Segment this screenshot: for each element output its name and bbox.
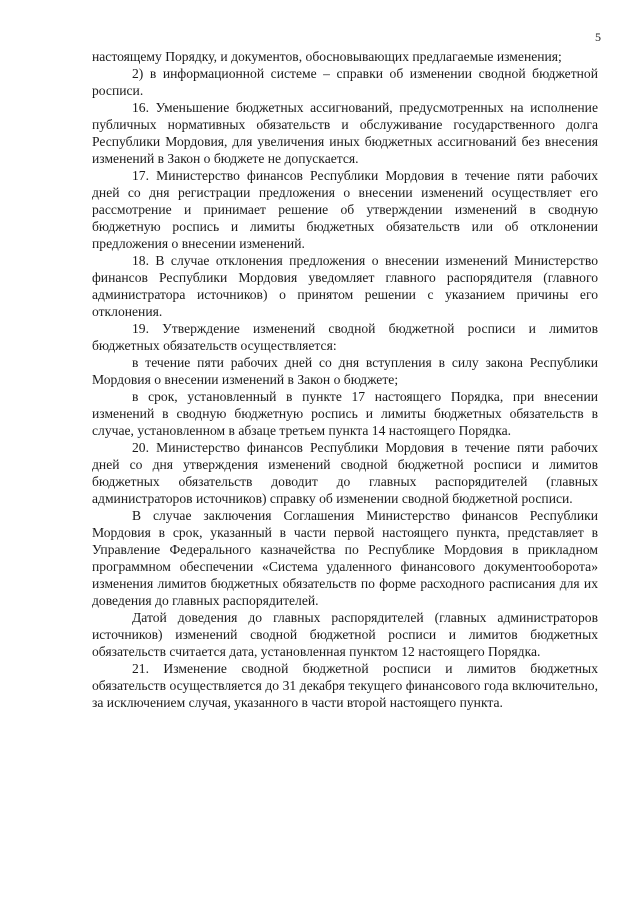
paragraph-item-20: 20. Министерство финансов Республики Мордовия в течение пяти рабочих дней со дня утверждения изменений сводной бюджетной росписи и лимитов бюджетных обязательств доводит до главных распорядителей (главных администраторов источников) справку об изменении сводной бюджетной росписи. xyxy=(92,440,598,506)
paragraph-item-19-b: в срок, установленный в пункте 17 настоящего Порядка, при внесении изменений в сводную бюджетную роспись и лимиты бюджетных обязательств в случае, установленном в абзаце третьем пункта 14 настоящего Порядка. xyxy=(92,389,598,438)
paragraph-item-20-part-3: Датой доведения до главных распорядителей (главных администраторов источников) изменений сводной бюджетной росписи и лимитов бюджетных обязательств считается дата, установленная пунктом 12 настоящего Порядка. xyxy=(92,610,598,659)
paragraph-item-18: 18. В случае отклонения предложения о внесении изменений Министерство финансов Республики Мордовия уведомляет главного распорядителя (главного администратора источников) о принятом решении с указанием причины его отклонения. xyxy=(92,253,598,319)
paragraph-2: 2) в информационной системе – справки об изменении сводной бюджетной росписи. xyxy=(92,66,598,98)
paragraph-item-20-part-2: В случае заключения Соглашения Министерство финансов Республики Мордовия в срок, указанный в части первой настоящего пункта, представляет в Управление Федерального казначейства по Республике Мордовия в прикладном программном обеспечении «Система удаленного финансового документооборота» изменения лимитов бюджетных обязательств по форме расходного расписания для их доведения до главных распорядителей. xyxy=(92,508,598,608)
paragraph-item-21: 21. Изменение сводной бюджетной росписи и лимитов бюджетных обязательств осуществляется до 31 декабря текущего финансового года включительно, за исключением случая, указанного в части второй настоящего пункта. xyxy=(92,661,598,710)
document-body xyxy=(92,48,598,711)
paragraph-item-17: 17. Министерство финансов Республики Мордовия в течение пяти рабочих дней со дня регистрации предложения о внесении изменений осуществляет его рассмотрение и принимает решение об утверждении изменений в сводную бюджетную роспись и лимиты бюджетных обязательств или об отклонении предложения о внесении изменений. xyxy=(92,168,598,251)
page-number: 5 xyxy=(595,30,601,44)
paragraph-item-16: 16. Уменьшение бюджетных ассигнований, предусмотренных на исполнение публичных нормативных обязательств и обслуживание государственного долга Республики Мордовия, для увеличения иных бюджетных ассигнований без внесения изменений в Закон о бюджете не допускается. xyxy=(92,100,598,166)
paragraph-1: настоящему Порядку, и документов, обосновывающих предлагаемые изменения; xyxy=(92,49,562,64)
paragraph-item-19: 19. Утверждение изменений сводной бюджетной росписи и лимитов бюджетных обязательств осуществляется: xyxy=(92,321,598,353)
paragraph-item-19-a: в течение пяти рабочих дней со дня вступления в силу закона Республики Мордовия о внесении изменений в Закон о бюджете; xyxy=(92,355,598,387)
